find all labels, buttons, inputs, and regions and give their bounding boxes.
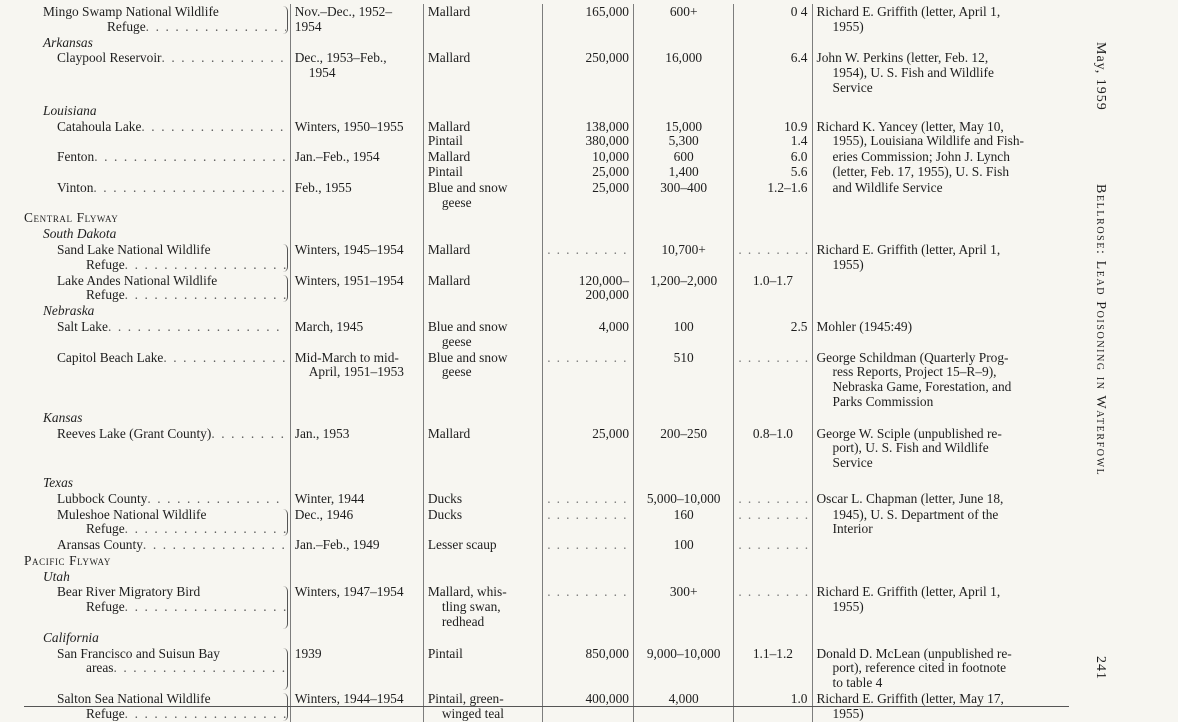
population-cell: 400,000	[543, 691, 634, 722]
date-cell: Mid-March to mid- April, 1951–1953	[290, 350, 423, 410]
running-title: Bellrose: Lead Poisoning in Waterfowl	[1093, 184, 1108, 477]
population-cell: 165,000	[543, 4, 634, 35]
date-cell: March, 1945	[290, 319, 423, 350]
date-cell: Winters, 1951–1954	[290, 273, 423, 304]
location-cell: Fenton . . .	[22, 149, 290, 180]
date-cell: Winters, 1944–1954	[290, 691, 423, 722]
species-cell: Blue and snow geese	[423, 180, 542, 211]
location-cell: Salt Lake . . .	[22, 319, 290, 350]
table-row	[22, 350, 1074, 410]
dead-cell: 1,200–2,000	[634, 273, 734, 304]
state-heading: Louisiana	[43, 102, 97, 118]
bottom-rule	[24, 706, 1069, 707]
species-cell: Pintail	[423, 646, 542, 691]
location-cell: Sand Lake National Wildlife Refuge . . .	[22, 242, 290, 273]
percent-cell: 1.1–1.2	[734, 646, 812, 691]
population-cell	[543, 491, 634, 507]
population-cell: 250,000	[543, 50, 634, 95]
table-row	[22, 646, 1074, 691]
date-cell: Feb., 1955	[290, 180, 423, 211]
species-cell: Blue and snow geese	[423, 350, 542, 410]
species-cell: Ducks	[423, 491, 542, 507]
source-cell: George Schildman (Quarterly Prog- ress Reports, Project 15–R–9), Nebraska Game, Forestation, and Parks Commission	[812, 350, 1074, 410]
population-cell	[543, 507, 634, 538]
state-heading: Nebraska	[43, 303, 95, 319]
table-row	[22, 4, 1074, 35]
location-cell: Capitol Beach Lake . . .	[22, 350, 290, 410]
percent-cell	[734, 507, 812, 538]
state-row	[22, 630, 1074, 646]
state-heading: Texas	[43, 474, 74, 490]
population-cell: 10,000 25,000	[543, 149, 634, 180]
percent-cell	[734, 350, 812, 410]
state-heading: California	[43, 629, 99, 645]
location-cell: Vinton . . .	[22, 180, 290, 211]
source-cell: Richard E. Griffith (letter, May 17, 1955)	[812, 691, 1074, 722]
population-cell: 25,000	[543, 180, 634, 211]
page-number: 241	[1093, 656, 1108, 680]
percent-cell: 1.0–1.7	[734, 273, 812, 304]
source-cell: Richard E. Griffith (letter, April 1, 1955)	[812, 4, 1074, 35]
percent-cell	[734, 584, 812, 629]
date-cell: Winters, 1950–1955	[290, 119, 423, 150]
issue-date: May, 1959	[1093, 42, 1108, 111]
location-cell: San Francisco and Suisun Bay areas . . .	[22, 646, 290, 691]
dead-cell: 100	[634, 537, 734, 553]
percent-cell	[734, 491, 812, 507]
state-row	[22, 410, 1074, 426]
table-row	[22, 491, 1074, 507]
state-heading: Kansas	[43, 409, 83, 425]
date-cell: Dec., 1953–Feb., 1954	[290, 50, 423, 95]
table-row	[22, 180, 1074, 211]
location-cell: Claypool Reservoir . . .	[22, 50, 290, 95]
dead-cell: 300–400	[634, 180, 734, 211]
date-cell: Jan.–Feb., 1954	[290, 149, 423, 180]
running-head	[1086, 0, 1130, 722]
table-row	[22, 50, 1074, 95]
state-row	[22, 471, 1074, 491]
species-cell: Mallard	[423, 426, 542, 471]
species-cell: Blue and snow geese	[423, 319, 542, 350]
date-cell: Dec., 1946	[290, 507, 423, 538]
table-row	[22, 426, 1074, 471]
population-cell: 850,000	[543, 646, 634, 691]
source-cell: Richard K. Yancey (letter, May 10, 1955), Louisiana Wildlife and Fish-	[812, 119, 1074, 150]
species-cell: Mallard	[423, 4, 542, 35]
date-cell: Jan.–Feb., 1949	[290, 537, 423, 553]
dead-cell: 5,000–10,000	[634, 491, 734, 507]
species-cell: Mallard	[423, 242, 542, 273]
flyway-row	[22, 553, 1074, 569]
location-cell: Salton Sea National Wildlife Refuge . . .	[22, 691, 290, 722]
source-cell: Richard E. Griffith (letter, April 1, 1955)	[812, 584, 1074, 629]
date-cell: Jan., 1953	[290, 426, 423, 471]
species-cell: Mallard Pintail	[423, 119, 542, 150]
date-cell: Winters, 1945–1954	[290, 242, 423, 273]
species-cell: Mallard	[423, 50, 542, 95]
species-cell: Mallard, whis- tling swan, redhead	[423, 584, 542, 629]
dead-cell: 16,000	[634, 50, 734, 95]
dead-cell: 510	[634, 350, 734, 410]
percent-cell: 0 4	[734, 4, 812, 35]
flyway-row	[22, 210, 1074, 226]
population-cell	[543, 537, 634, 553]
dead-cell: 300+	[634, 584, 734, 629]
population-cell: 25,000	[543, 426, 634, 471]
state-heading: Utah	[43, 568, 70, 584]
location-cell: Catahoula Lake . . .	[22, 119, 290, 150]
source-cell: John W. Perkins (letter, Feb. 12, 1954), U. S. Fish and Wildlife Service	[812, 50, 1074, 95]
percent-cell: 6.4	[734, 50, 812, 95]
population-cell	[543, 242, 634, 273]
source-cell: eries Commission; John J. Lynch (letter, Feb. 17, 1955), U. S. Fish	[812, 149, 1074, 180]
state-row	[22, 96, 1074, 119]
source-cell: Mohler (1945:49)	[812, 319, 1074, 350]
species-cell: Mallard Pintail	[423, 149, 542, 180]
date-cell: Winter, 1944	[290, 491, 423, 507]
state-heading: South Dakota	[43, 226, 117, 242]
location-cell: Mingo Swamp National Wildlife Refuge . . .	[22, 4, 290, 35]
table-row	[22, 242, 1074, 273]
population-cell: 120,000– 200,000	[543, 273, 634, 304]
table-row	[22, 584, 1074, 629]
location-cell: Lake Andes National Wildlife Refuge . . .	[22, 273, 290, 304]
source-cell: Oscar L. Chapman (letter, June 18,	[812, 491, 1074, 507]
percent-cell	[734, 242, 812, 273]
location-cell: Lubbock County . . .	[22, 491, 290, 507]
source-cell: Donald D. McLean (unpublished re- port), reference cited in footnote to table 4	[812, 646, 1074, 691]
population-cell: 4,000	[543, 319, 634, 350]
state-row	[22, 35, 1074, 51]
dead-cell: 200–250	[634, 426, 734, 471]
table-row	[22, 537, 1074, 553]
table-row	[22, 273, 1074, 304]
table-row	[22, 319, 1074, 350]
percent-cell: 10.9 1.4	[734, 119, 812, 150]
species-cell: Ducks	[423, 507, 542, 538]
species-cell: Lesser scaup	[423, 537, 542, 553]
state-heading: Arkansas	[43, 34, 93, 50]
dead-cell: 15,000 5,300	[634, 119, 734, 150]
state-row	[22, 303, 1074, 319]
table-row	[22, 507, 1074, 538]
dead-cell: 160	[634, 507, 734, 538]
location-cell: Bear River Migratory Bird Refuge . . .	[22, 584, 290, 629]
percent-cell: 0.8–1.0	[734, 426, 812, 471]
source-cell: Richard E. Griffith (letter, April 1, 1955)	[812, 242, 1074, 273]
table-row	[22, 119, 1074, 150]
state-row	[22, 569, 1074, 585]
date-cell: 1939	[290, 646, 423, 691]
location-cell: Reeves Lake (Grant County) . . .	[22, 426, 290, 471]
percent-cell: 2.5	[734, 319, 812, 350]
location-cell: Muleshoe National Wildlife Refuge . . .	[22, 507, 290, 538]
state-row	[22, 226, 1074, 242]
lead-poisoning-table	[22, 4, 1074, 722]
dead-cell: 100	[634, 319, 734, 350]
population-cell	[543, 350, 634, 410]
percent-cell: 6.0 5.6	[734, 149, 812, 180]
population-cell: 138,000 380,000	[543, 119, 634, 150]
flyway-heading: Pacific Flyway	[24, 552, 111, 568]
source-cell: and Wildlife Service	[812, 180, 1074, 211]
dead-cell: 4,000	[634, 691, 734, 722]
percent-cell	[734, 537, 812, 553]
population-cell	[543, 584, 634, 629]
dead-cell: 600+	[634, 4, 734, 35]
date-cell: Winters, 1947–1954	[290, 584, 423, 629]
source-cell: George W. Sciple (unpublished re- port), U. S. Fish and Wildlife Service	[812, 426, 1074, 471]
dead-cell: 10,700+	[634, 242, 734, 273]
dead-cell: 600 1,400	[634, 149, 734, 180]
species-cell: Pintail, green- winged teal	[423, 691, 542, 722]
table-row	[22, 149, 1074, 180]
species-cell: Mallard	[423, 273, 542, 304]
location-cell: Aransas County . . .	[22, 537, 290, 553]
percent-cell: 1.2–1.6	[734, 180, 812, 211]
flyway-heading: Central Flyway	[24, 210, 119, 226]
dead-cell: 9,000–10,000	[634, 646, 734, 691]
percent-cell: 1.0	[734, 691, 812, 722]
date-cell: Nov.–Dec., 1952– 1954	[290, 4, 423, 35]
source-cell: 1945), U. S. Department of the Interior	[812, 507, 1074, 538]
